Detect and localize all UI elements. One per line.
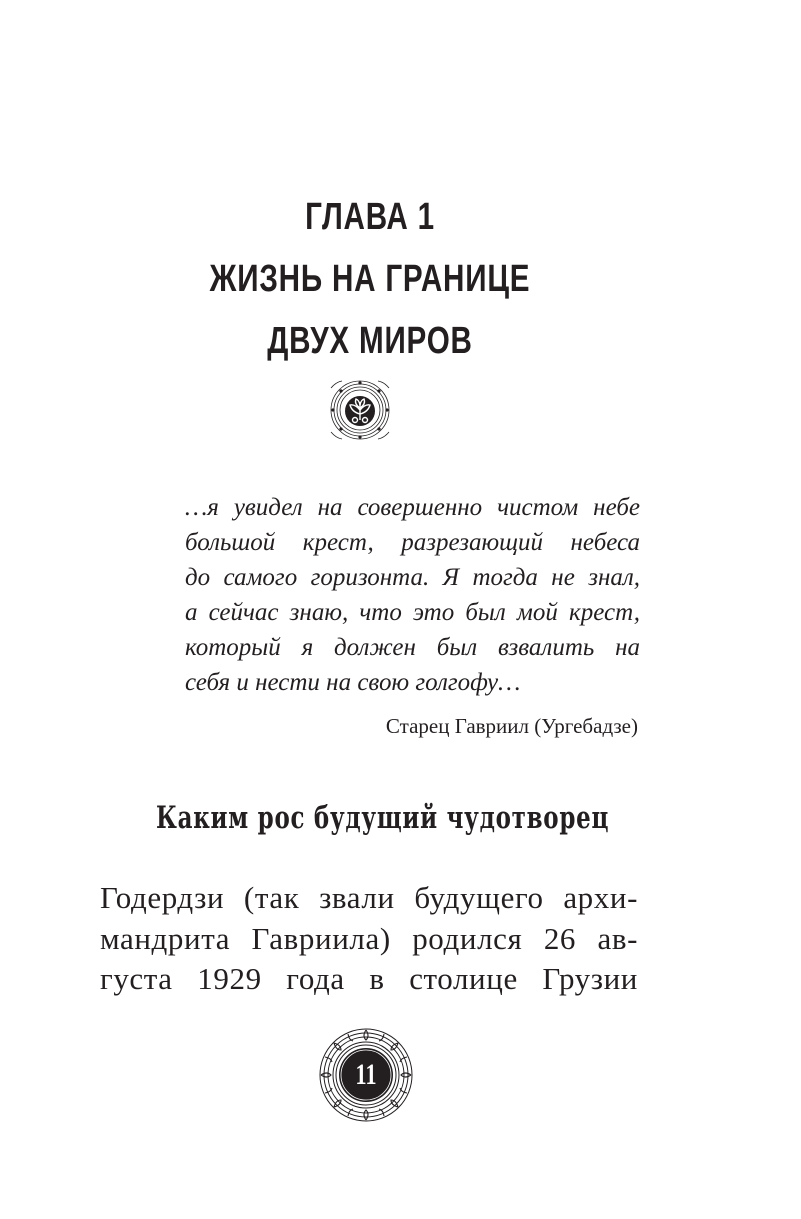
body-line: густа 1929 года в столице Грузии [100, 961, 638, 996]
body-line: мандрита Гавриила) родился 26 ав- [100, 920, 638, 956]
chapter-label: ГЛАВА 1 [305, 196, 435, 238]
chapter-heading [81, 186, 658, 372]
chapter-title-line-1: ЖИЗНЬ НА ГРАНИЦЕ [209, 258, 531, 300]
tree-of-life-ornament-icon [328, 378, 392, 442]
epigraph-line: себя и нести на свою голгофу… [185, 669, 521, 696]
page-number-badge [318, 1027, 414, 1123]
epigraph-line: большой крест, разрезающий небеса [185, 529, 640, 556]
body-line: Годердзи (так звали будущего архи- [100, 880, 638, 915]
body-paragraph [100, 878, 638, 1000]
page-number: 11 [355, 1058, 377, 1091]
epigraph-quote [185, 490, 640, 700]
epigraph-line: …я увидел на совершенно чистом небе [185, 494, 640, 521]
epigraph-line: который я должен был взвалить на [185, 634, 640, 661]
epigraph-attribution: Старец Гавриил (Ургебадзе) [385, 714, 638, 738]
epigraph-line: а сейчас знаю, что это был мой крест, [185, 599, 640, 626]
section-heading: Каким рос будущий чудотворец [156, 800, 610, 836]
epigraph-line: до самого горизонта. Я тогда не знал, [185, 564, 640, 591]
chapter-title-line-2: ДВУХ МИРОВ [267, 320, 473, 362]
